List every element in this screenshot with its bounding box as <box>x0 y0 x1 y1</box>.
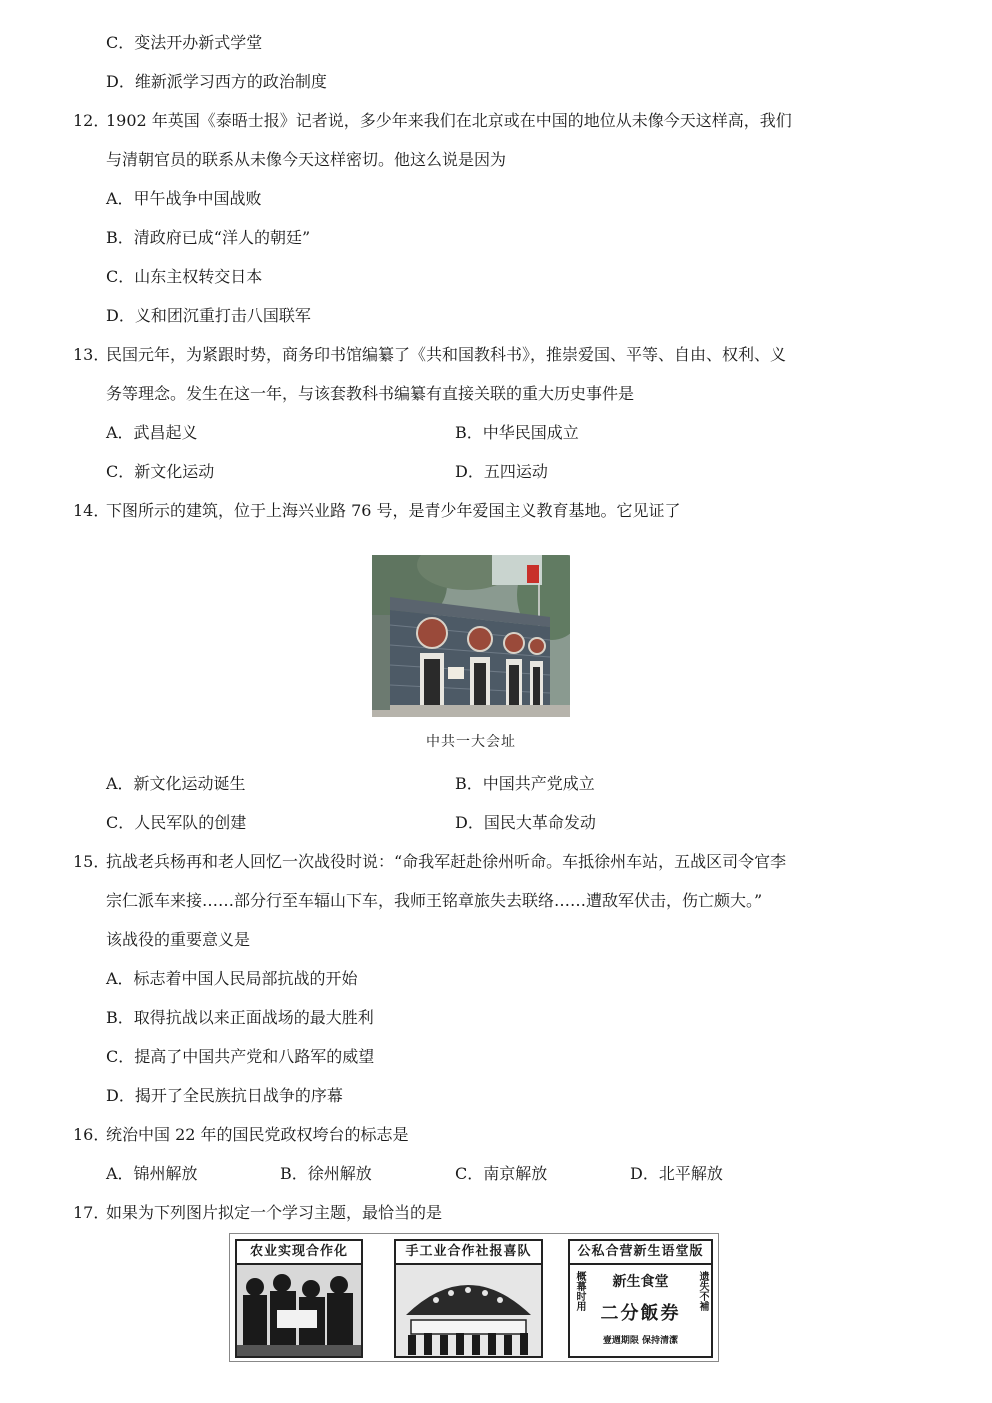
q15-stem-line2: 宗仁派车来接……部分行至车辐山下车，我师王铭章旅失去联络……遭敌军伏击，伤亡颇大。” <box>106 891 763 910</box>
q15-option-a: A．标志着中国人民局部抗战的开始 <box>106 969 358 988</box>
q13-option-b: B．中华民国成立 <box>455 423 579 442</box>
q16-option-c: C．南京解放 <box>455 1164 548 1183</box>
q13-option-c: C．新文化运动 <box>106 462 215 481</box>
q16-number: 16． <box>73 1125 110 1144</box>
q15-stem-line1: 抗战老兵杨再和老人回忆一次战役时说：“命我军赶赴徐州听命。车抵徐州车站，五战区司令官李 <box>106 852 787 871</box>
q15-number: 15． <box>73 852 110 871</box>
cpc-first-congress-site-photo <box>372 555 570 717</box>
agriculture-cooperative-panel <box>235 1239 363 1358</box>
ticket-bottom-text: 壹週期限 保持清潔 <box>602 1336 679 1346</box>
q15-stem-line3: 该战役的重要意义是 <box>106 930 251 949</box>
q13-option-a: A．武昌起义 <box>106 423 198 442</box>
q13-stem-line1: 民国元年，为紧跟时势，商务印书馆编纂了《共和国教科书》，推崇爱国、平等、自由、权利、义 <box>106 345 787 364</box>
q14-option-b: B．中国共产党成立 <box>455 774 595 793</box>
q17-number: 17． <box>73 1203 110 1222</box>
q16-option-a: A．锦州解放 <box>106 1164 198 1183</box>
q14-stem: 下图所示的建筑，位于上海兴业路 76 号，是青少年爱国主义教育基地。它见证了 <box>106 501 681 520</box>
q13-option-d: D．五四运动 <box>455 462 548 481</box>
handicraft-cooperative-panel <box>394 1239 543 1358</box>
panel1-title: 农业实现合作化 <box>237 1241 361 1265</box>
ticket-left-text: 概幕时用 <box>574 1271 585 1311</box>
public-private-ticket-panel <box>568 1239 713 1358</box>
ticket-value: 二分飯券 <box>600 1303 681 1324</box>
q12-stem-line1: 1902 年英国《泰晤士报》记者说，多少年来我们在北京或在中国的地位从未像今天这样高，我们 <box>106 111 792 130</box>
panel3-title: 公私合营新生语堂版 <box>570 1241 711 1265</box>
ticket-name: 新生食堂 <box>612 1274 669 1290</box>
parade-photo <box>396 1265 541 1356</box>
q11-option-c: C．变法开办新式学堂 <box>106 33 263 52</box>
q14-option-d: D．国民大革命发动 <box>455 813 596 832</box>
q14-number: 14． <box>73 501 110 520</box>
q15-option-b: B．取得抗战以来正面战场的最大胜利 <box>106 1008 374 1027</box>
panel2-title: 手工业合作社报喜队 <box>396 1241 541 1265</box>
q15-option-d: D．揭开了全民族抗日战争的序幕 <box>106 1086 343 1105</box>
q17-picture-strip <box>229 1233 719 1362</box>
q17-stem: 如果为下列图片拟定一个学习主题，最恰当的是 <box>106 1203 443 1222</box>
q12-option-d: D．义和团沉重打击八国联军 <box>106 306 311 325</box>
q12-option-b: B．清政府已成“洋人的朝廷” <box>106 228 311 247</box>
q11-option-d: D．维新派学习西方的政治制度 <box>106 72 327 91</box>
ticket-right-text: 遗失不補 <box>697 1271 708 1311</box>
farmers-photo <box>237 1265 361 1356</box>
q12-stem-line2: 与清朝官员的联系从未像今天这样密切。他这么说是因为 <box>106 150 507 169</box>
q13-stem-line2: 务等理念。发生在这一年，与该套教科书编纂有直接关联的重大历史事件是 <box>106 384 635 403</box>
q14-option-c: C．人民军队的创建 <box>106 813 247 832</box>
q12-option-a: A．甲午战争中国战败 <box>106 189 262 208</box>
q15-option-c: C．提高了中国共产党和八路军的威望 <box>106 1047 375 1066</box>
q16-stem: 统治中国 22 年的国民党政权垮台的标志是 <box>106 1125 409 1144</box>
q12-number: 12． <box>73 111 110 130</box>
q13-number: 13． <box>73 345 110 364</box>
q14-option-a: A．新文化运动诞生 <box>106 774 246 793</box>
photo-caption: 中共一大会址 <box>426 734 516 750</box>
q16-option-b: B．徐州解放 <box>280 1164 372 1183</box>
q16-option-d: D．北平解放 <box>630 1164 723 1183</box>
q12-option-c: C．山东主权转交日本 <box>106 267 263 286</box>
